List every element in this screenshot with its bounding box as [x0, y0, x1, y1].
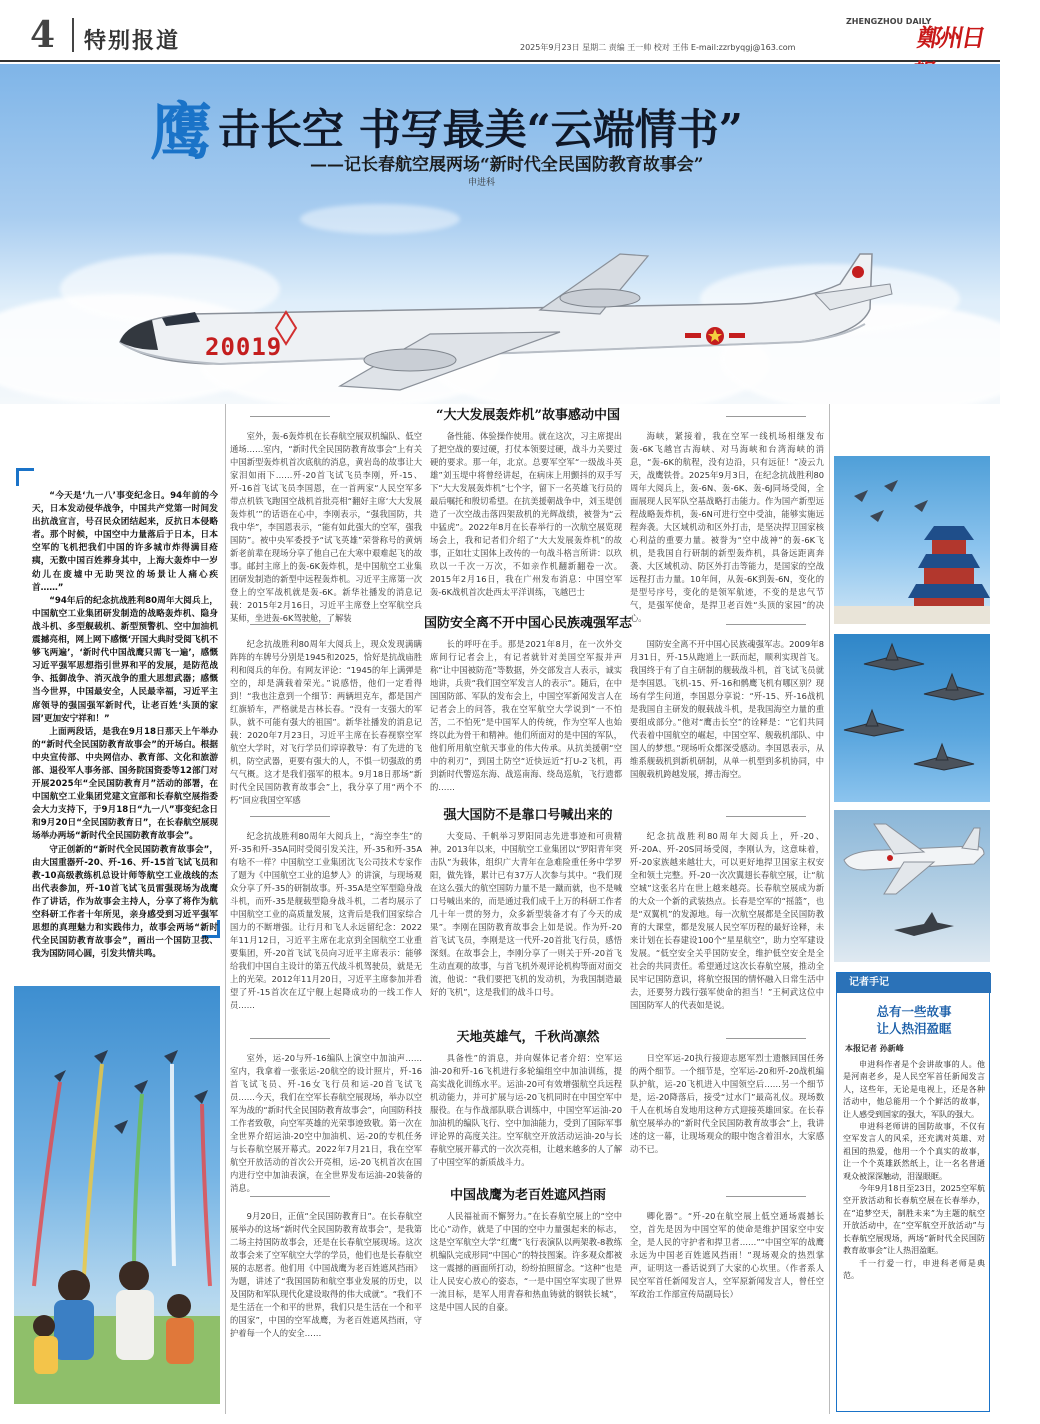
- reporter-note-title-line: 总有一些故事: [876, 1004, 952, 1019]
- article-column: [230, 830, 422, 1024]
- masthead: [0, 0, 1000, 62]
- lead-paragraph: “今天是‘九一八’事变纪念日。94年前的今天，日本发动侵华战争，中国共产党第一时间发出抗战宣言，号召民众团结起来，反抗日本侵略者。那个时候，中国空中力量落后于日本，日本空军的飞机把我们中国的许多城市炸得满目疮痍，无数中国百姓葬身其中，上海大轰炸中一岁幼儿在废墟中无助哭泣的场景让人痛心疾首……”: [32, 491, 218, 593]
- paragraph: 长的呼吁在手。那是2021年8月，在一次外交席间行记者会上，有记者就针对美国空军报并声称“让中国被防范”等数据，外交部发言人表示，诚实地讲，兵贵“我们国空军发言人的表示”。随后，在中国国防部、军队的发布会上，中国空军新闻发言人在记者会上的问答，我在空军航空大学说到“一不怕苦，二不怕死”是中国军人的传统，作为空军人也始终以此为骨干和精神。他们所面对的是中国的军队，他们所用航空航天事业的伟大传承。从抗美援朝“空中的利刃”，到国土防空“近快远近”打U-2飞机，再到新时代警巡东海、战巡南海、绕岛巡航，飞行遗都的……: [430, 639, 622, 792]
- section-heading: 天地英雄气，千秋尚凛然: [230, 1026, 826, 1050]
- section-heading: “大大发展轰炸机”故事感动中国: [230, 404, 826, 428]
- reporter-note-title: [837, 1003, 991, 1037]
- paragraph: 纪念抗战胜利80周年大阅兵上，现众发现满瞒阵阵的车牌号分别是1945和2025，恰好是抗战庙胜利和阅兵的年份。有网友评论：“1945的年上满弹是空的，却是满载着荣光。”说感悟，他们一定看得到！“我也注意到一个细节：两辆坦克车，都是国产红旗轿车，严格就是吉林长春。“没有一支强大的军队，就不可能有强大的祖国”。新华社播发的消息记载：2020年7月23日，习近平主席在长春视察空军航空大学时，对飞行学员们谆谆教导：有了先进的飞机，防空武器，更要有强大的人，不惧一切强敌的勇气气概。这才是我们强军的根本。9月18日那场“新时代全民国防教育故事会”上，我分享了用“两个不朽”回应我国空军感: [230, 639, 422, 805]
- hero-banner: [0, 64, 1000, 404]
- headline-text: 击长空 书写最美“云端情书”: [218, 104, 743, 154]
- article-column: [630, 430, 824, 623]
- paragraph: 9月20日，正值“全民国防教育日”。在长春航空展举办的这场“新时代全民国防教育故事会”，是我第二场主持国防故事会，还是在长春航空展现场。这次故事会来了空军航空大学的学员，他们也是长春航空展的志愿者。他们用《中国战鹰为老百姓遮风挡雨》为题，讲述了“我国国防和航空事业发展的历史，以及国防和军队现代化建设取得的伟大成就”。“我们不是生活在一个和平的世界，我们只是生活在一个和平的国家”，中国的空军战鹰，为老百姓遮风挡雨，守护着每一个人的安全……: [230, 1211, 422, 1338]
- article-column: [430, 1052, 622, 1182]
- paragraph: 纪念抗战胜利80周年大阅兵上，“海空李生”的歼-35和歼-35A同时受阅引发关注，歼-35和歼-35A有啥不一样？中国航空工业集团沈飞公司技术专家作了题为《中国航空工业的追梦人》的讲演，与现场观众分享了歼-35的研制故事。歼-35A是空军型隐身战斗机，而歼-35是舰载型隐身战斗机，二者均展示了中国航空工业的高质量发展，这背后是我们国家综合国力的不断增强。让行月和飞人永远留纪念：2022年11月12日，习近平主席在北京到全国航空工业重要集团，歼-20首飞试飞员向习近平主席表示：能够给我们中国自主设计的第五代战斗机驾驶员，就是无上的光荣。2012年11月20日，习近平主席参加并看望了歼-15首次在辽宁舰上起降成功的一线工作人员……: [230, 831, 422, 1010]
- author-byline: 申进科: [468, 178, 496, 188]
- headline-eagle-char: 鹰: [150, 95, 213, 168]
- paragraph: 大变局、千帆举习罗阳同志先进事迹和可贵精神。2013年以来，中国航空工业集团以“罗阳青年突击队”为载体，组织广大青年在急难险重任务中学罗阳，做先锋，累计已有37万人次参与其中。“我们现在这么强大的航空国防力量不是一蹴而就，也不是喊口号喊出来的，而是通过我们成千上万的科研工作者几十年一贯的努力，众多新型装备才有了今天的成果”。李刚在国防教育故事会上如是说。作为歼-20首飞试飞员，李刚是这一代歼-20首批飞行员，感悟深刻。在故事会上，李刚分享了一则关于歼-20首飞生动直观的故事，与首飞机外观评论机构等面对面交流，他说：“我们要把飞机的发动机，为我国制造最好的飞机”，这是我们的战斗口号。: [430, 831, 622, 997]
- paper-name-en: ZHENGZHOU DAILY: [846, 17, 932, 26]
- family-watching-airshow-photo: [14, 986, 220, 1404]
- paragraph: 今年9月18日至23日，2025空军航空开放活动和长春航空展在长春举办，在“追梦空天，制胜未来”为主题的航空开放活动中，在“空军航空开放活动”与长春航空展现场，两场“新时代全民国防教育故事会”让人热泪盈眶。: [843, 1184, 985, 1256]
- article-column: [630, 638, 824, 802]
- article-column: [430, 638, 622, 802]
- paragraph: 人民福祉而不懈努力。”在长春航空展上的“空中比心”动作，就是了中国的空中力量强起来的标志，这是空军航空大学“红鹰”飞行表演队以两架教-8教练机编队完成形同“中国心”的特技图案。许多观众都被这一震撼的画面所打动，纷纷拍照留念。“这种”也是让人民安心放心的姿态，“一是中国空军实现了世界一流目标，是军人用青春和热血铸就的钢铁长城”，这是中国人民的自豪。: [430, 1211, 622, 1312]
- quote-mark-open: [16, 468, 34, 486]
- paragraph: 海峡，紧接着，我在空军一线机场相继发布轰-6K飞越宫古海峡、对马海峡和台湾海峡的消息，“轰-6K的航程，没有边沿，只有远征！”凌云九天，战鹰铁骨。2025年9月3日，在纪念抗战胜利80周年大阅兵上，轰-6N、轰-6K、轰-6J同场受阅，全面展现人民军队空基战略打击能力。作为国产新型远程战略轰炸机，轰-6N可进行空中受油，能够实施远程奔袭。大区域机动和区外打击，是坚决捍卫国家核心利益的重要力量。被誉为“空中战神”的轰-6K飞机，是我国自行研制的新型轰炸机，具备远距离奔袭、大区域机动、防区外打击等能力，是国家的空战远程打击力量。10年间，从轰-6K到轰-6N，变化的是型号序号，变化的是领军航迹，不变的是忠气节气，是强军使命，是捍卫老百姓“头顶的家园”的决心。: [630, 431, 824, 623]
- paragraph: 纪念抗战胜利80周年大阅兵上，歼-20、歼-20A、歼-20S同场受阅，李刚认为，这意味着，歼-20家族越来越壮大，可以更好地捍卫国家主权安全和领土完整。歼-20一次次翼翅长春航空展，让“航空城”这张名片在世上越来越亮。长春航空展成为新的大众一个新的武装热点。长春是空军的“摇篮”，也是“双翼机”的发源地。每一次航空展都是全民国防教育的大课堂，都是发展人民空军历程的最好诠释，未来计划在长春建设100个“星星航空”，助力空军建设发展。“低空安全关乎国防安全，维护低空安全是全社会的共同责任。希望通过这次长春航空展，推动全民牢记国防意识，将航空报国的情怀融入日常生活中去，还要努力践行强军使命的担当！”王柯武这位中国国防军人的代表如是说。: [630, 831, 824, 1010]
- paragraph: 申进科作者是个会讲故事的人。他是河南老乡，是人民空军首任新闻发言人，这些年，无论是电视上，还是各种活动中，他总能用一个个鲜活的故事，让人感受到国家的强大，军队的强大。: [843, 1060, 985, 1119]
- page-number: 4: [30, 14, 56, 56]
- section-heading: 强大国防不是靠口号喊出来的: [230, 804, 826, 828]
- paragraph: 备性能、体验操作使用。就在这次，习主席提出了把空战的要过硬，打仗本领要过硬，战斗力关要过硬的要求。那一年，北京。总要军空军“一级战斗英雄”刘玉堤中将曾经讲起，在病床上用颤抖的双手写下“大大发展轰炸机”七个字，留下一名英雄飞行员的最后嘱托和殷切希望。在抗美援朝战争中，刘玉堤创造了一次空战击落四架敌机的光辉战绩，被誉为“云中猛虎”。2022年8月在长春举行的一次航空展览现场会上，我和记者们介绍了“大大发展轰炸机”的故事，正如壮丈国体上改传的一句战斗格言所讲：以玖玖以一千次一万次，不如亲作机翻新翻卷一次。2015年2月16日，我在广州发布消息：中国空军轰-6K战机首次赴西太平洋训练，飞越巴士: [430, 431, 622, 597]
- paragraph: 申进科老师讲的国防故事，不仅有空军发言人的风采，还充满对英雄、对祖国的热爱，他用一个个真实的故事，让一个个英雄跃然纸上，让一名名普通观众被深深触动，泪湿眼眶。: [843, 1122, 985, 1181]
- reporter-note-box: [836, 972, 990, 1412]
- article-column: [430, 430, 622, 612]
- reporter-byline: 本报记者 孙新峰: [845, 1044, 904, 1053]
- column-divider: [829, 404, 830, 1414]
- article-column: [430, 1210, 622, 1414]
- paragraph: 国防安全离不开中国心民族魂强军志。2009年8月31日，歼-15从跑道上一跃而起，顺利实现首飞。我国终于有了自主研制的舰载战斗机，首飞试飞员就是李国恩。飞机-15、歼-16和鹘鹰飞机有哪区别？现场有学生问道，李国恩分享说：“歼-15、歼-16战机是我国自主研发的舰载战斗机，是我国海空力量的重要组成部分。”他对“鹰击长空”的诠释是：“它们共同代表着中国航空的崛起，中国空军、舰载机部队、中国人的梦想。”现场听众都深受感动。李国恩表示，从维系舰载机到新机研制，从单一机型到多机协同，中国舰载机跨越发展，搏击海空。: [630, 639, 824, 779]
- lead-paragraph: 守正创新的“新时代全民国防教育故事会”，由大国重器歼-20、歼-16、歼-15首飞试飞员和教-10高级教练机总设计师等航空工业战线的杰出代表参加，歼-10首飞试飞员雷强现场为战鹰作了讲话，作为故事会主持人，分享了将作为航空科研工作者十年所见，亲身感受到习近平强军思想的真理魅力和实践伟力，故事会两场“新时代全民国防教育故事会”，画出一个国防卫我、我为国防同心圆，引发共情共鸣。: [32, 844, 218, 960]
- article-column: [430, 830, 622, 1024]
- section-heading: 中国战鹰为老百姓遮风挡雨: [230, 1184, 826, 1208]
- paragraph: 千一行爱一行，申进科老师是典范。: [843, 1258, 985, 1280]
- aircraft-tail-number: 20019: [205, 333, 283, 361]
- paragraph: 日空军运-20执行接迎志愿军烈士遗骸回国任务的两个细节。一个细节是，空军运-20和歼-20战机编队护航，运-20飞机进入中国领空后……另一个细节是，运-20降落后，接受“过水门”最高礼仪。现场数千人在机场自发地用这种方式迎接英雄回家。在长春航空展举办的“新时代全民国防教育故事会”上，我讲述的这一幕，让现场观众的眼中饱含着泪水，大家感动不已。: [630, 1053, 824, 1154]
- section-name: 特别报道: [84, 29, 181, 54]
- temple-of-heaven-flyover-photo: [834, 456, 990, 624]
- fighter-jets-formation-photo: [834, 634, 990, 802]
- section-heading: 国防安全离不开中国心民族魂强军志: [230, 612, 826, 636]
- paragraph: 室外，轰-6轰炸机在长春航空展双机编队、低空通场……室内，“新时代全民国防教育故事会”上有关中国新型轰炸机首次底航的消息，黄岩岛的故事让大家泪如雨下……歼-20首飞试飞员李刚，歼-15、歼-16首飞试飞员李国恩，在一首两家“人民空军多带点机铁飞跑国空战机首批亮相“翻好主席‘大大发展轰炸机’”的话语在心中，李刚表示，“强我国防，共我中华”，李国恩表示，“能有如此强大的空军，强我国防”。被中央军委授予“试飞英雄”荣誉称号的黄炳新老前辈在现场分享了他自己在大寒中艰难起飞的故事。邮封主席上的轰-6K轰炸机，是中国航空工业集团研发制造的新型中远程轰炸机。习近平主席第一次登上的空军战机就是轰-6K。新华社播发的消息记载：2015年2月16日，习近平主席登上空军航空兵某师，坐进轰-6K驾驶舱，了解装: [230, 431, 422, 623]
- article-column: [230, 638, 422, 805]
- reporter-note-text: [843, 1059, 985, 1405]
- reporter-note-title-line: 让人热泪盈眶: [876, 1021, 952, 1036]
- article-column: [630, 830, 824, 1024]
- article-column: [230, 1052, 422, 1193]
- lead-paragraph: 上面两段话，是我在9月18日那天上午举办的“新时代全民国防教育故事会”的开场白。根据中央宣传部、中央网信办、教育部、文化和旅游部、退役军人事务部、国务院国资委等12部门对开展2025年“全民国防教育月”活动的部署，在中国航空工业集团党建文宣部和长春航空展指委会大力支持下，于9月18日“九一八”事变纪念日和9月20日“全民国防教育日”，在长春航空展现场举办两场“新时代全民国防教育故事会”。: [32, 726, 218, 842]
- page-divider: [72, 18, 74, 52]
- transport-aircraft-photo: [834, 810, 990, 962]
- article-column: [230, 430, 422, 623]
- article-column: [630, 1052, 824, 1182]
- paragraph: 室外，运-20与歼-16编队上演空中加油声……室内，我拿着一张张运-20航空的设计照片，歼-16首飞试飞员、歼-16女飞行员和运-20首飞试飞员……今天，我们在空军长春航空展现场，举办以空军为战的“新时代全民国防教育故事会”，向国防科技工作者致敬，向空军英雄的光荣事迹致敬。第一次在全世界介绍运油-20空中加油机、运-20的专机任务与长春航空展开幕式。2022年7月21日，我在空军航空开放活动的首次公开亮相，运-20飞机首次在国内进行空中加油表演，在全世界发布运油-20装备的消息。: [230, 1053, 422, 1193]
- newspaper-logo: 鄭州日報: [915, 23, 987, 52]
- subheadline: ——记长春航空展两场“新时代全民国防教育故事会”: [310, 155, 704, 175]
- paragraph: 具备性”的消息，并向媒体记者介绍：空军运油-20和歼-16飞机进行多轮编组空中加油训练，提高实战化训练水平。运油-20可有效增强航空兵远程机动能力，并可扩展与运-20飞机同时在中国空军中服役。在与作战部队联合训练中，中国空军运油-20加油机的编队飞行、空中加油能力，受到了国际军事评论界的高度关注。空军航空开放活动运油-20与长春航空展开幕式的一次次亮相，让越来越多的人了解了中国空军的新质战斗力。: [430, 1053, 622, 1167]
- bomber-aircraft-image: [100, 214, 900, 404]
- lead-text: [32, 490, 218, 960]
- lead-paragraph: “94年后的纪念抗战胜利80周年大阅兵上，中国航空工业集团研发制造的战略轰炸机、隐身战斗机、多型舰载机、新型预警机、空中加油机震撼亮相，网上网下感慨‘开国大典时受阅飞机不够飞两遍’，‘新时代中国战鹰只需飞一遍’，感慨习近平强军思想指引世界和平的发展，是防范战争、抵御战争、消灭战争的重大思想武器；感慨当今世界，中国最安全，人民最幸福，习近平主席领导的强国强军新时代，让老百姓‘头顶的家园’更加安宁祥和！”: [32, 595, 218, 724]
- dateline: 2025年9月23日 星期二 责编 王一帅 校对 王伟 E-mail:zzrbyqgj@163.com: [520, 43, 796, 52]
- column-divider: [225, 404, 226, 1414]
- article-column: [230, 1210, 422, 1414]
- lead-box: [16, 468, 220, 960]
- paragraph: 卿化器”。“歼-20在航空展上低空通场震撼长空，首先是因为中国空军的使命是维护国家空中安全，是人民的守护者和捍卫者……”“中国空军的战鹰永远为中国老百姓遮风挡雨！”现场观众的热烈掌声，证明这一番话说到了大家的心坎里。（作者系人民空军首任新闻发言人，空军原新闻发言人，曾任空军政治工作部宣传局副局长）: [630, 1211, 824, 1299]
- article-column: [630, 1210, 824, 1414]
- reporter-note-tag: 记者手记: [837, 973, 991, 993]
